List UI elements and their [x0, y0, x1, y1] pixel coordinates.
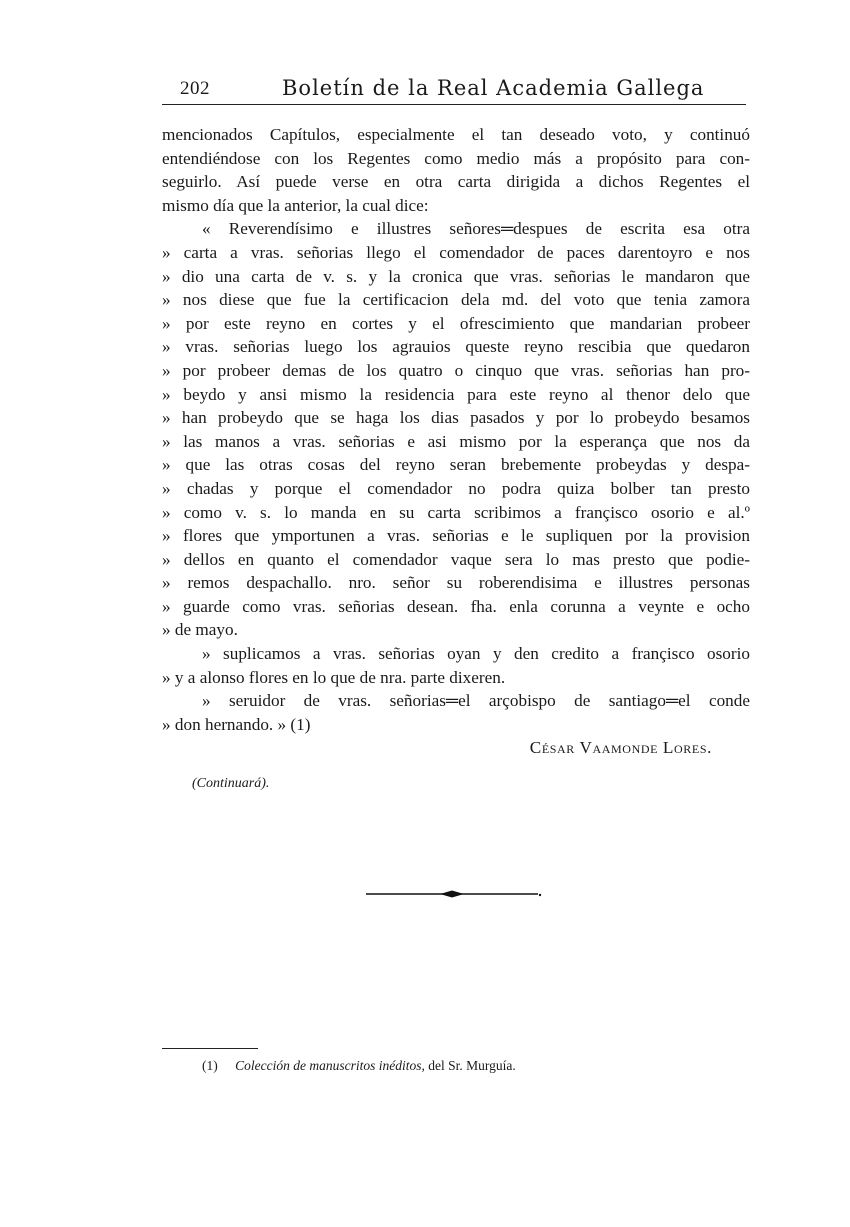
footnote-title: Colección de manuscritos inéditos, [235, 1058, 425, 1073]
quote-line: » beydo y ansi mismo la residencia para este reyno al thenor delo que [162, 384, 750, 404]
quote-line: » de mayo. [162, 620, 238, 640]
quote-line: » como v. s. lo manda en su carta scribimos a françisco osorio e al.º [162, 502, 750, 522]
quote-line: » flores que ymportunen a vras. señorias e le supliquen por la provision [162, 526, 750, 546]
quote-line: » han probeydo que se haga los dias pasados y por lo probeydo besamos [162, 408, 750, 428]
quote-line: » por probeer demas de los quatro o cinquo que vras. señorias han pro- [162, 360, 750, 380]
text-line: mencionados Capítulos, especialmente el tan deseado voto, y continuó [162, 125, 750, 144]
quote-line: » chadas y porque el comendador no podra quiza bolber tan presto [162, 478, 750, 498]
quote-line: » las manos a vras. señorias e asi mismo por la esperança que nos da [162, 431, 750, 451]
quote-line: » guarde como vras. señorias desean. fha. enla corunna a veynte e ocho [162, 596, 750, 616]
quote-line: » vras. señorias luego los agrauios queste reyno rescibia que quedaron [162, 337, 750, 357]
quote-line: » que las otras cosas del reyno seran brebemente probeydas y despa- [162, 455, 750, 475]
footnote-rest: del Sr. Murguía. [428, 1058, 516, 1073]
quote-line: » dio una carta de v. s. y la cronica que vras. señorias le mandaron que [162, 266, 750, 286]
page-number: 202 [180, 78, 210, 99]
quote-line: » suplicamos a vras. señorias oyan y den credito a françisco osorio [202, 644, 750, 664]
page-header [162, 76, 746, 105]
quote-line: » por este reyno en cortes y el ofrescimiento que mandarian probeer [162, 313, 750, 333]
quote-line: « Reverendísimo e illustres señores═despues de escrita esa otra [202, 219, 750, 239]
quote-line: » nos diese que fue la certificacion dela md. del voto que tenia zamora [162, 290, 750, 310]
footnote-mark: (1) [202, 1058, 218, 1073]
text-line: seguirlo. Así puede verse en otra carta dirigida a dichos Regentes el [162, 172, 750, 192]
text-line: entendiéndose con los Regentes como medio más a propósito para con- [162, 148, 750, 168]
quote-line: » y a alonso flores en lo que de nra. parte dixeren. [162, 667, 506, 687]
text-line: mismo día que la anterior, la cual dice: [162, 195, 429, 215]
continued-note: (Continuará). [192, 776, 270, 791]
body-text [162, 123, 750, 760]
quote-line: » dellos en quanto el comendador vaque sera lo mas presto que podie- [162, 549, 750, 569]
running-title: Boletín de la Real Academia Gallega [282, 76, 705, 100]
ornament-divider [364, 886, 544, 902]
quote-line: » carta a vras. señorias llego el comendador de paces darentoyro e nos [162, 242, 750, 262]
author-signature: César Vaamonde Lores. [529, 738, 712, 758]
footnote-rule [162, 1048, 258, 1049]
quote-line: » seruidor de vras. señorias═el arçobispo de santiago═el conde [202, 691, 750, 711]
quote-line: » don hernando. » (1) [162, 714, 311, 734]
quote-line: » remos despachallo. nro. señor su roberendisima e illustres personas [162, 573, 750, 593]
footnote [202, 1058, 516, 1074]
